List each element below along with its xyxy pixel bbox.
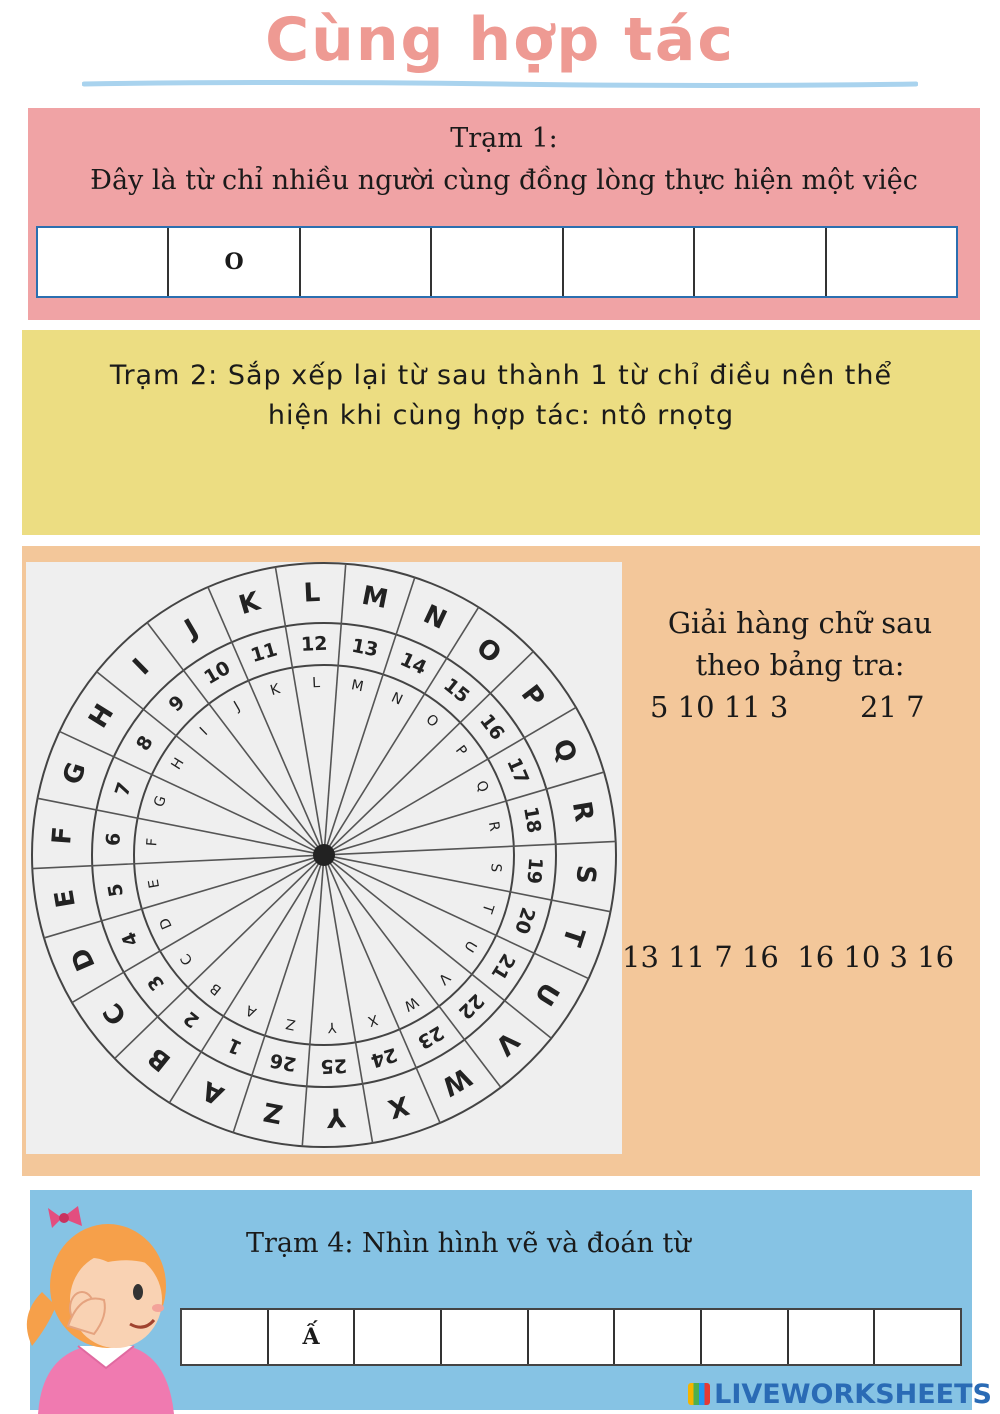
wheel-number: 13 xyxy=(349,634,381,662)
wheel-inner-letter: S xyxy=(487,862,504,873)
wheel-inner-letter: J xyxy=(231,698,243,715)
wheel-outer-letter: Q xyxy=(546,734,583,767)
station1-answer-grid xyxy=(36,226,958,298)
wheel-outer-letter: O xyxy=(470,632,507,670)
wheel-spoke xyxy=(325,861,373,1143)
wheel-number: 19 xyxy=(522,856,547,885)
station1-cell[interactable] xyxy=(432,228,563,296)
wheel-outer-letter: U xyxy=(527,976,565,1011)
wheel-inner-letter: C xyxy=(177,950,197,968)
wheel-spoke xyxy=(329,858,591,979)
wheel-number: 17 xyxy=(502,754,533,788)
wheel-spoke xyxy=(44,857,318,938)
wheel-number: 1 xyxy=(224,1033,246,1059)
wheel-outer-letter: V xyxy=(488,1025,525,1061)
wheel-inner-letter: O xyxy=(422,711,442,731)
wheel-outer-letter: F xyxy=(47,825,79,846)
wheel-outer-letter: R xyxy=(565,799,599,824)
wheel-inner-letter: K xyxy=(268,681,282,700)
station4-cell[interactable] xyxy=(615,1310,702,1364)
liveworksheets-logo xyxy=(688,1379,992,1410)
wheel-inner-letter: I xyxy=(197,724,212,739)
station2-panel xyxy=(22,330,980,535)
wheel-number: 8 xyxy=(132,731,158,755)
wheel-outer-letter: B xyxy=(142,1041,177,1077)
wheel-inner-letter: T xyxy=(478,901,497,916)
station1-cell[interactable] xyxy=(301,228,432,296)
wheel-spoke xyxy=(302,861,323,1146)
station4-cell[interactable] xyxy=(789,1310,876,1364)
wheel-spoke xyxy=(275,567,323,849)
wheel-number: 22 xyxy=(453,989,489,1024)
station1-cell[interactable] xyxy=(38,228,169,296)
wheel-inner-letter: D xyxy=(156,915,176,932)
wheel-outer-letter: G xyxy=(57,758,93,789)
wheel-spoke xyxy=(326,577,415,849)
wheel-spoke xyxy=(329,856,552,1039)
wheel-spoke xyxy=(59,731,318,852)
wheel-number: 10 xyxy=(200,656,235,690)
wheel-outer-letter: S xyxy=(569,864,601,885)
wheel-outer-letter: M xyxy=(359,580,391,616)
station4-prompt: Trạm 4: Nhìn hình vẽ và đoán từ xyxy=(246,1228,691,1259)
wheel-inner-letter: M xyxy=(349,677,365,696)
liveworksheets-mark-icon xyxy=(688,1383,710,1405)
code-row-1b: 21 7 xyxy=(860,690,925,724)
wheel-outer-letter: Y xyxy=(326,1101,347,1133)
wheel-inner-letter: G xyxy=(151,793,170,810)
wheel-inner-letter: N xyxy=(388,689,405,709)
wheel-inner-letter: H xyxy=(168,755,188,773)
wheel-inner-letter: F xyxy=(144,837,161,847)
wheel-number: 3 xyxy=(143,970,169,995)
wheel-number: 7 xyxy=(110,779,136,800)
wheel-inner-letter: W xyxy=(400,993,421,1014)
wheel-number: 12 xyxy=(300,632,328,656)
wheel-outer-letter: L xyxy=(302,577,321,609)
wheel-outer-letter: P xyxy=(514,679,551,714)
wheel-spoke xyxy=(330,856,611,912)
wheel-inner-letter: A xyxy=(243,1001,259,1021)
cipher-wheel xyxy=(26,562,622,1154)
wheel-number: 2 xyxy=(179,1006,204,1032)
wheel-spoke xyxy=(330,841,616,854)
wheel-outer-letter: E xyxy=(49,887,82,910)
logo-text: LIVEWORKSHEETS xyxy=(714,1379,992,1410)
wheel-outer-letter: C xyxy=(97,996,134,1031)
station4-answer-grid xyxy=(180,1308,962,1366)
station1-cell[interactable] xyxy=(695,228,826,296)
title-underline xyxy=(82,80,918,88)
station4-cell[interactable] xyxy=(355,1310,442,1364)
wheel-spoke xyxy=(38,798,319,854)
wheel-number: 21 xyxy=(486,949,520,984)
wheel-number: 24 xyxy=(368,1043,400,1072)
wheel-inner-letter: Z xyxy=(284,1014,297,1033)
wheel-inner-letter: X xyxy=(365,1010,380,1029)
wheel-outer-letter: I xyxy=(127,653,156,682)
wheel-inner-letter: E xyxy=(145,877,164,890)
station1-heading: Trạm 1: xyxy=(450,123,558,154)
wheel-number: 20 xyxy=(509,904,540,937)
wheel-spoke xyxy=(328,860,501,1088)
wheel-inner-letter: R xyxy=(484,820,503,833)
wheel-outer-letter: W xyxy=(436,1060,477,1102)
code-row-1a: 5 10 11 3 xyxy=(650,690,789,724)
instruction-line1: Giải hàng chữ sau xyxy=(667,606,933,640)
station4-cell[interactable] xyxy=(702,1310,789,1364)
wheel-number: 11 xyxy=(248,638,280,667)
wheel-outer-letter: K xyxy=(235,586,264,622)
wheel-inner-letter: V xyxy=(434,969,453,988)
wheel-number: 23 xyxy=(413,1020,448,1054)
station4-cell[interactable] xyxy=(529,1310,616,1364)
wheel-number: 15 xyxy=(439,673,474,708)
wheel-outer-letter: X xyxy=(384,1088,413,1124)
station1-question: Đây là từ chỉ nhiều người cùng đồng lòng thực hiện một việc xyxy=(90,165,918,196)
station1-cell[interactable] xyxy=(827,228,956,296)
station4-cell[interactable] xyxy=(182,1310,269,1364)
station4-cell[interactable]: Ấ xyxy=(269,1310,356,1364)
wheel-number: 14 xyxy=(396,648,430,680)
wheel-outer-letter: N xyxy=(418,599,452,636)
wheel-number: 25 xyxy=(320,1054,348,1078)
wheel-spoke xyxy=(326,861,440,1123)
wheel-outer-letter: J xyxy=(179,613,204,645)
wheel-inner-letter: P xyxy=(451,742,470,760)
wheel-spoke xyxy=(330,772,604,853)
wheel-spoke xyxy=(97,672,320,852)
station4-cell[interactable] xyxy=(442,1310,529,1364)
wheel-spoke xyxy=(324,564,345,849)
wheel-inner-letter: U xyxy=(460,937,480,955)
wheel-spoke xyxy=(327,607,478,850)
station2-line1: Trạm 2: Sắp xếp lại từ sau thành 1 từ chỉ điều nên thể xyxy=(109,360,893,391)
wheel-inner-letter: L xyxy=(311,675,321,692)
wheel-inner-letter: Y xyxy=(327,1018,337,1036)
station4-cell[interactable] xyxy=(875,1310,960,1364)
wheel-outer-letter: Z xyxy=(260,1095,286,1129)
wheel-inner-letter: B xyxy=(207,979,225,999)
wheel-number: 5 xyxy=(103,881,128,899)
wheel-number: 26 xyxy=(267,1048,299,1076)
station1-cell[interactable]: O xyxy=(169,228,300,296)
code-row-2: 13 11 7 16 16 10 3 16 xyxy=(622,940,955,974)
wheel-outer-letter: A xyxy=(197,1074,229,1111)
wheel-number: 9 xyxy=(164,691,190,717)
station3-instruction xyxy=(630,602,970,686)
wheel-outer-letter: D xyxy=(65,943,102,976)
wheel-spoke xyxy=(208,587,322,849)
instruction-line2: theo bảng tra: xyxy=(695,648,905,682)
wheel-outer-letter: T xyxy=(555,923,591,950)
wheel-spoke xyxy=(32,855,318,868)
wheel-number: 16 xyxy=(475,710,509,745)
wheel-number: 18 xyxy=(519,805,546,835)
wheel-number: 4 xyxy=(117,928,144,950)
wheel-hub xyxy=(313,844,335,866)
wheel-spoke xyxy=(233,861,322,1133)
page-title: Cùng hợp tác xyxy=(265,5,735,75)
station2-line2: hiện khi cùng hợp tác: ntô rnọtg xyxy=(267,400,735,431)
station1-cell[interactable] xyxy=(564,228,695,296)
girl-listening-icon xyxy=(8,1196,188,1414)
wheel-outer-letter: H xyxy=(83,699,121,734)
wheel-inner-letter: Q xyxy=(472,778,492,795)
wheel-spoke xyxy=(169,860,320,1103)
wheel-number: 6 xyxy=(102,831,126,847)
wheel-spoke xyxy=(147,623,320,851)
